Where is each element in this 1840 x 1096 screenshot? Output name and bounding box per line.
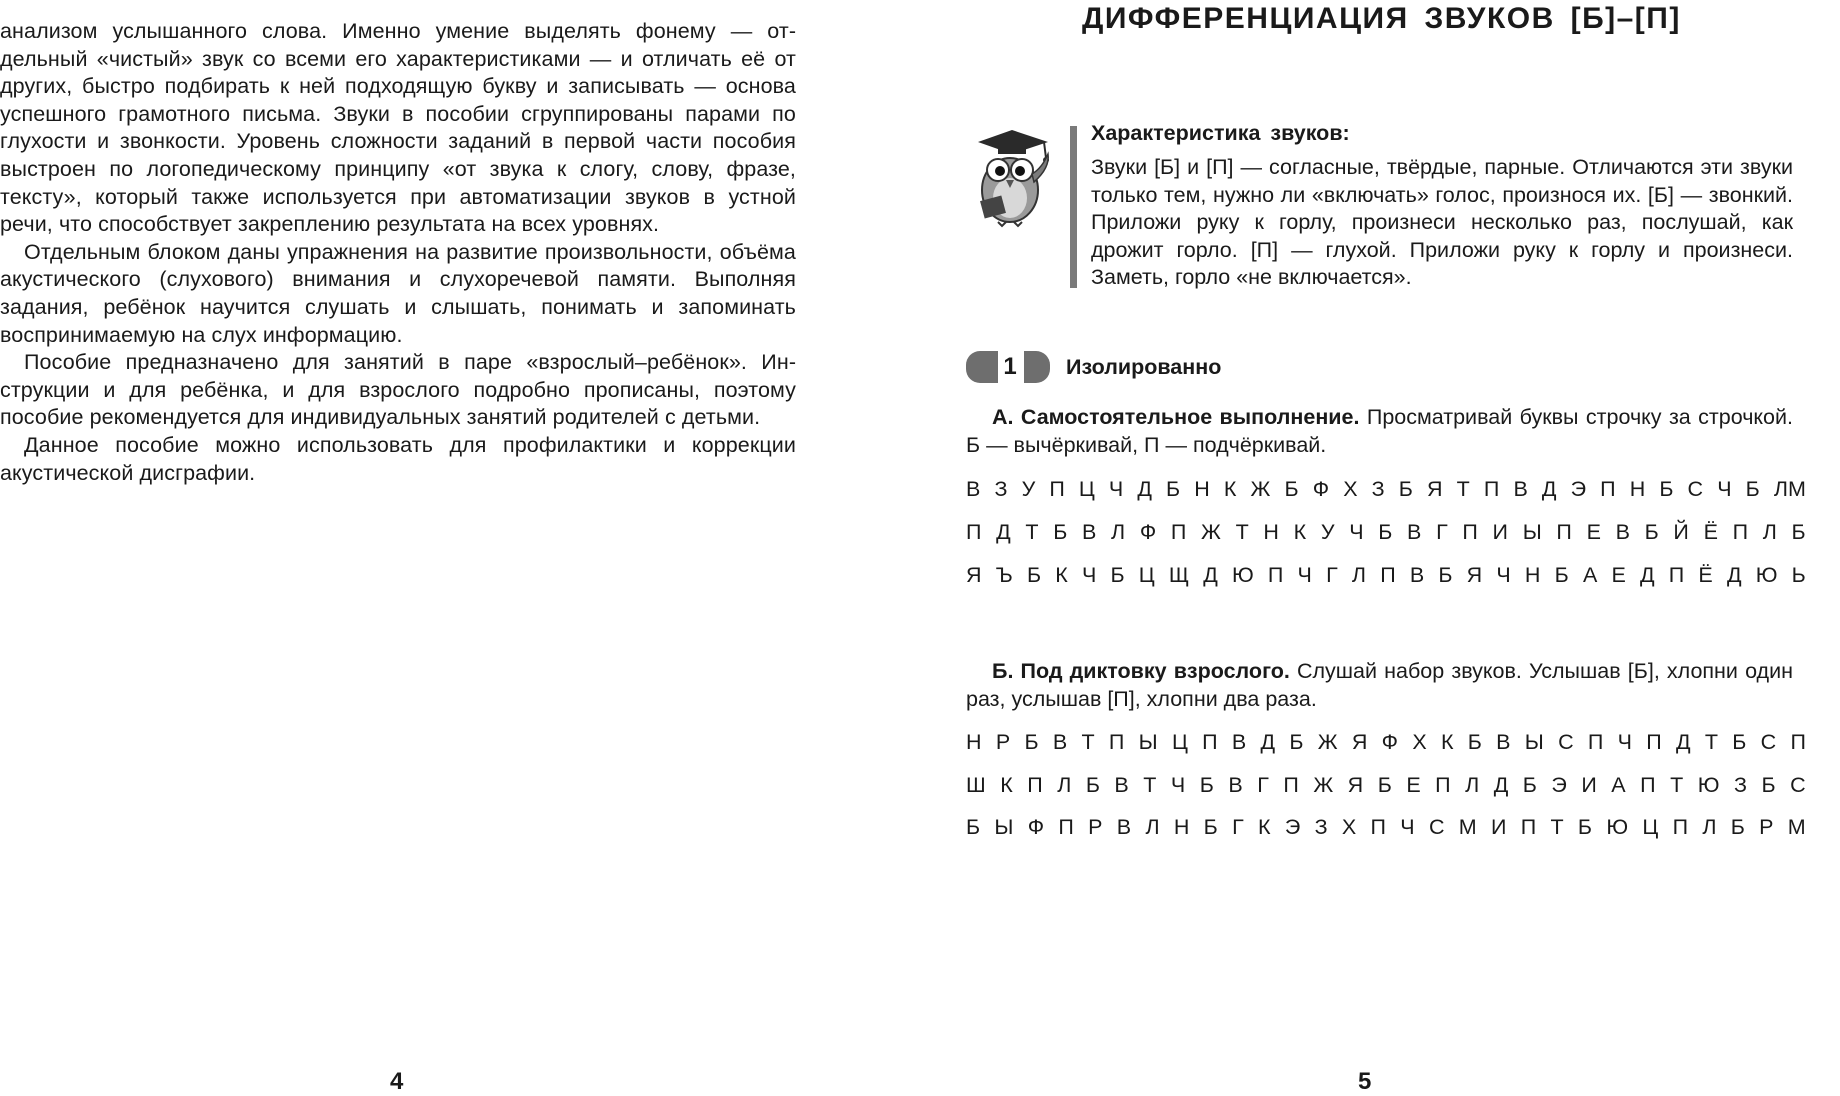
letter-cell: Б	[1026, 563, 1042, 587]
letter-cell: Б	[966, 815, 981, 839]
letter-cell: Р	[1088, 815, 1103, 839]
page-number-left: 4	[390, 1068, 404, 1095]
letter-cell: В	[1114, 773, 1129, 797]
letter-row	[966, 812, 1806, 842]
letter-cell: Р	[1759, 815, 1774, 839]
letter-cell: П	[1600, 477, 1616, 501]
letter-cell: С	[1687, 477, 1704, 501]
subtask-a-lead: А. Самостоятельное выполнение.	[992, 405, 1360, 429]
letter-cell: Ц	[1642, 815, 1659, 839]
letter-cell: И	[1490, 815, 1507, 839]
letter-cell: П	[1483, 477, 1500, 501]
letter-cell: Д	[1640, 563, 1655, 587]
letter-cell: М	[1458, 815, 1477, 839]
task-number: 1	[998, 351, 1022, 383]
letter-cell: Б	[1199, 773, 1214, 797]
letter-cell: В	[1409, 563, 1425, 587]
letter-row	[966, 517, 1806, 547]
letter-cell: Б	[1745, 477, 1760, 501]
paragraph: анализом услышанного слова. Именно умение выделять фонему — отдельный «чистый» звук со всеми его характеристиками — и отличать её от других, быстро подбирать к ней подходящую букву и записывать — основа успешного грамотного письма. Звуки в пособии сгруппированы парами по глухости и звонкости. Уровень сложности заданий в первой части пособия выстроен по логопедическому принципу «от звука к слогу, слову, фразе, тексту», который также используется при автоматизации звуков в устной речи, что способствует закреплению результата на всех уровнях.	[0, 19, 796, 237]
owl-teacher-icon	[968, 128, 1058, 228]
letter-cell: Б	[1166, 477, 1181, 501]
letter-cell: П	[1640, 773, 1656, 797]
letter-cell: С	[1428, 815, 1445, 839]
letter-row	[966, 474, 1806, 504]
letter-cell: Ы	[1524, 730, 1544, 754]
letter-cell: Б	[1438, 563, 1453, 587]
letter-cell: В	[1513, 477, 1528, 501]
letter-cell: А	[1582, 563, 1598, 587]
letter-cell: П	[1370, 815, 1386, 839]
letter-cell: Б	[1024, 730, 1039, 754]
letter-cell: Н	[1263, 520, 1279, 544]
letter-cell: Б	[1085, 773, 1100, 797]
letter-cell: Д	[1541, 477, 1557, 501]
letter-cell: Б	[1659, 477, 1674, 501]
letter-cell: Ц	[1138, 563, 1155, 587]
letter-cell: Р	[995, 730, 1011, 754]
letter-cell: Т	[1143, 773, 1157, 797]
letter-cell: Б	[1791, 520, 1806, 544]
letter-cell: Я	[966, 563, 982, 587]
letter-cell: Б	[1284, 477, 1299, 501]
letter-cell: Д	[1676, 730, 1691, 754]
letter-cell: Б	[1110, 563, 1125, 587]
letter-cell: Ы	[1522, 520, 1542, 544]
letter-cell: П	[1790, 730, 1806, 754]
letter-cell: У	[1021, 477, 1036, 501]
letter-cell: Б	[1522, 773, 1537, 797]
task-title: Изолированно	[1066, 355, 1222, 379]
letter-cell: З	[1371, 477, 1385, 501]
letter-cell: Я	[1347, 773, 1364, 797]
letter-cell: Ь	[1791, 563, 1806, 587]
letter-cell: З	[994, 477, 1008, 501]
letter-cell: Г	[1257, 773, 1269, 797]
letter-cell: П	[1027, 773, 1043, 797]
letter-cell: Л	[1145, 815, 1160, 839]
task-number-badge	[966, 351, 1050, 383]
letter-cell: Б	[1761, 773, 1776, 797]
letter-cell: П	[1556, 520, 1572, 544]
left-page	[0, 0, 800, 1096]
letter-cell: Т	[1235, 520, 1249, 544]
letter-cell: Б	[1378, 520, 1393, 544]
letter-cell: С	[1760, 730, 1777, 754]
letter-cell: П	[1380, 563, 1396, 587]
letter-cell: Я	[1466, 563, 1483, 587]
letter-cell: Ч	[1081, 563, 1097, 587]
letter-cell: Л	[1702, 815, 1717, 839]
letter-cell: Л	[1057, 773, 1072, 797]
letter-cell: Д	[1726, 563, 1742, 587]
letter-cell: Б	[1398, 477, 1413, 501]
letter-cell: Д	[1203, 563, 1218, 587]
letter-cell: Н	[1629, 477, 1646, 501]
letter-cell: В	[1231, 730, 1247, 754]
letter-cell: Б	[1644, 520, 1659, 544]
paragraph: Данное пособие можно использовать для профилактики и коррекции акустической дисграфии.	[0, 432, 796, 485]
letter-cell: Л	[1465, 773, 1480, 797]
letter-cell: П	[1435, 773, 1451, 797]
letter-cell: П	[1668, 563, 1685, 587]
letter-cell: В	[1407, 520, 1422, 544]
letter-cell: Е	[1611, 563, 1626, 587]
letter-cell: Т	[1025, 520, 1039, 544]
letter-cell: Ъ	[995, 563, 1013, 587]
letter-cell: К	[1440, 730, 1454, 754]
letter-cell: П	[1202, 730, 1218, 754]
letter-cell: Ч	[1349, 520, 1364, 544]
letter-cell: Д	[1137, 477, 1152, 501]
badge-left-cap	[966, 351, 1002, 383]
letter-cell: К	[1000, 773, 1013, 797]
page-number-right: 5	[1358, 1068, 1372, 1095]
letter-cell: Ф	[1381, 730, 1399, 754]
letter-cell: В	[1052, 730, 1068, 754]
letter-cell: Е	[1586, 520, 1601, 544]
letter-cell: В	[1082, 520, 1097, 544]
letter-cell: Ф	[1027, 815, 1045, 839]
task-header	[966, 350, 1221, 384]
letter-cell: Д	[1493, 773, 1509, 797]
letter-cell: П	[1108, 730, 1125, 754]
letter-cell: З	[1314, 815, 1328, 839]
letter-cell: Ж	[1201, 520, 1221, 544]
letter-cell: П	[966, 520, 982, 544]
letter-cell: Н	[1524, 563, 1541, 587]
letter-cell: П	[1587, 730, 1604, 754]
letter-cell: Ё	[1698, 563, 1713, 587]
letter-cell: Н	[1173, 815, 1190, 839]
letter-cell: Б	[1554, 563, 1569, 587]
letter-cell: Ж	[1313, 773, 1334, 797]
letter-cell: Ж	[1250, 477, 1271, 501]
paragraph: Отдельным блоком даны упражнения на развитие произвольности, объёма акустического (слухового) внимания и слухоречевой памяти. Выполняя задания, ребёнок научится слушать и слышать, понимать и запоминать воспринимаемую на слух информацию.	[0, 239, 796, 347]
letter-cell: С	[1558, 730, 1574, 754]
letter-cell: П	[1058, 815, 1074, 839]
letter-cell: ЛМ	[1773, 477, 1806, 501]
letter-cell: Д	[996, 520, 1011, 544]
letter-cell: Ю	[1231, 563, 1254, 587]
letter-cell: Л	[1762, 520, 1777, 544]
letter-cell: П	[1732, 520, 1749, 544]
letter-row	[966, 560, 1806, 590]
letter-cell: Ю	[1606, 815, 1629, 839]
letter-cell: Б	[1289, 730, 1304, 754]
letter-cell: Щ	[1168, 563, 1190, 587]
letter-cell: Ч	[1297, 563, 1312, 587]
letter-cell: П	[1170, 520, 1187, 544]
letter-cell: В	[1116, 815, 1132, 839]
letter-cell: Ш	[966, 773, 986, 797]
letter-cell: Б	[1732, 730, 1747, 754]
letter-cell: И	[1581, 773, 1597, 797]
letter-cell: Б	[1053, 520, 1068, 544]
letter-cell: К	[1223, 477, 1237, 501]
letter-cell: М	[1787, 815, 1806, 839]
letter-cell: Е	[1406, 773, 1421, 797]
letter-cell: Д	[1260, 730, 1276, 754]
letter-cell: Х	[1412, 730, 1427, 754]
subtask-b-lead: Б. Под диктовку взрослого.	[992, 659, 1290, 683]
letter-cell: Ф	[1139, 520, 1157, 544]
letter-cell: Л	[1351, 563, 1367, 587]
letter-cell: П	[1049, 477, 1065, 501]
letter-cell: Х	[1341, 815, 1357, 839]
letter-cell: Б	[1577, 815, 1593, 839]
letter-cell: Ё	[1703, 520, 1718, 544]
letter-cell: Ю	[1697, 773, 1720, 797]
letter-cell: К	[1293, 520, 1307, 544]
letter-cell: Ч	[1617, 730, 1632, 754]
letter-cell: Ц	[1078, 477, 1095, 501]
letter-cell: П	[1283, 773, 1299, 797]
letter-cell: Ф	[1312, 477, 1330, 501]
letter-row	[966, 770, 1806, 800]
letter-cell: Т	[1704, 730, 1718, 754]
letter-cell: В	[1615, 520, 1630, 544]
letter-cell: К	[1055, 563, 1068, 587]
letter-cell: Й	[1673, 520, 1689, 544]
letter-cell: В	[1496, 730, 1511, 754]
info-heading: Характеристика звуков:	[1091, 121, 1350, 145]
letter-cell: Ы	[1138, 730, 1158, 754]
letter-cell: Г	[1436, 520, 1448, 544]
right-page	[940, 0, 1840, 1096]
subtask-a-instruction	[966, 404, 1793, 459]
letter-cell: Т	[1456, 477, 1470, 501]
letter-cell: Н	[1194, 477, 1210, 501]
letter-cell: З	[1733, 773, 1747, 797]
letter-cell: Ч	[1108, 477, 1124, 501]
letter-cell: Э	[1551, 773, 1567, 797]
letter-cell: Я	[1351, 730, 1368, 754]
letter-cell: Т	[1081, 730, 1095, 754]
letter-cell: Ц	[1171, 730, 1188, 754]
letter-cell: П	[1672, 815, 1689, 839]
letter-cell: У	[1320, 520, 1335, 544]
subtask-b-text: Слушай набор звуков. Услышав [Б], хлопни один раз, услышав [П], хлопни два раза.	[966, 659, 1793, 711]
subtask-b-instruction	[966, 658, 1793, 713]
info-body: Звуки [Б] и [П] — согласные, твёрдые, парные. Отличаются эти звуки только тем, нужно ли «включать» голос, произнося их. [Б] — звонкий. Приложи руку к горлу, произнеси несколько раз, послушай, как дрожит горло. [П] — глухой. Приложи руку к горлу и произнеси. Заметь, горло «не включается».	[1091, 155, 1793, 290]
letter-cell: Э	[1570, 477, 1587, 501]
letter-cell: Я	[1426, 477, 1443, 501]
letter-cell: В	[966, 477, 981, 501]
left-page-text	[0, 18, 796, 487]
letter-cell: Г	[1232, 815, 1244, 839]
page-title: ДИФФЕРЕНЦИАЦИЯ ЗВУКОВ [Б]–[П]	[1082, 2, 1681, 35]
letter-cell: Ч	[1717, 477, 1732, 501]
letter-cell: Ы	[994, 815, 1014, 839]
letter-cell: Ч	[1400, 815, 1415, 839]
letter-cell: П	[1267, 563, 1284, 587]
letter-cell: Ч	[1496, 563, 1511, 587]
letter-cell: Б	[1377, 773, 1392, 797]
letter-cell: П	[1462, 520, 1478, 544]
letter-cell: Т	[1550, 815, 1564, 839]
info-sidebar-bar	[1070, 126, 1077, 288]
letter-cell: С	[1790, 773, 1806, 797]
letter-cell: И	[1492, 520, 1508, 544]
letter-cell: Б	[1203, 815, 1218, 839]
letter-cell: В	[1228, 773, 1243, 797]
letter-cell: Ч	[1170, 773, 1186, 797]
letter-cell: Г	[1326, 563, 1338, 587]
letter-cell: П	[1646, 730, 1662, 754]
letter-cell: П	[1520, 815, 1537, 839]
sound-characteristics-box	[1091, 118, 1793, 292]
letter-cell: Н	[966, 730, 982, 754]
subtask-a-text: Просматривай буквы строчку за строчкой. Б — вычёркивай, П — подчёркивай.	[966, 405, 1793, 457]
letter-cell: Э	[1284, 815, 1301, 839]
letter-cell: А	[1611, 773, 1626, 797]
badge-right-cap	[1024, 351, 1050, 383]
letter-cell: К	[1258, 815, 1271, 839]
letter-cell: Ж	[1317, 730, 1338, 754]
letter-cell: Б	[1467, 730, 1482, 754]
letter-cell: Ю	[1755, 563, 1778, 587]
letter-row	[966, 727, 1806, 757]
letter-cell: Б	[1730, 815, 1745, 839]
letter-cell: Л	[1111, 520, 1126, 544]
letter-cell: Х	[1343, 477, 1358, 501]
paragraph: Пособие предназначено для занятий в паре «взрослый–ребёнок». Инструкции и для ребёнка, и для взрослого подробно прописаны, поэтому пособие рекомендуется для индивидуальных занятий родителей с детьми.	[0, 350, 796, 430]
letter-cell: Т	[1670, 773, 1684, 797]
